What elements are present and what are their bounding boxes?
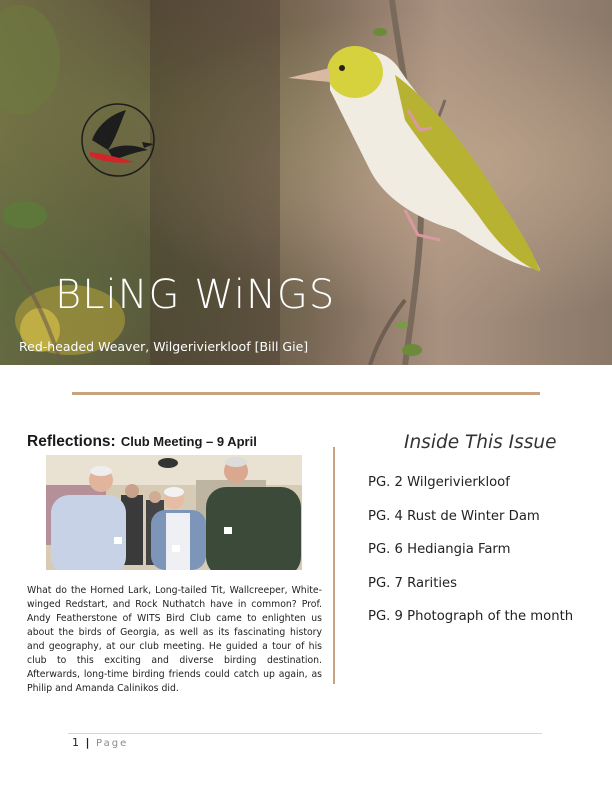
toc-page: PG. 9 [368,609,403,624]
column-divider [333,447,335,684]
section-divider [72,392,540,395]
table-of-contents [368,474,608,642]
toc-item[interactable] [368,541,608,575]
article-heading [27,431,257,451]
toc-label: Rarities [407,575,458,591]
toc-page: PG. 4 [368,508,403,524]
toc-item[interactable] [368,508,608,542]
toc-item[interactable] [368,575,608,609]
footer-divider [68,733,542,734]
page-footer [72,736,128,749]
article-body: What do the Horned Lark, Long-tailed Tit, Wallcreeper, White-winged Redstart, and Rock Nuthatch have in common? Prof. Andy Featherstone of WITS Bird Club came to enlighten us about the birds of Georgia, as well as its fascinating history and geography, at our club meeting. He guided a tour of his club to this exciting and diverse birding destination. Afterwards, long-time birding friends could catch up again, as Philip and Amanda Calinikos did. [27,585,322,694]
toc-page: PG. 2 [368,475,403,490]
birdlife-logo [78,100,158,188]
toc-page: PG. 6 [368,542,403,557]
toc-page: PG. 7 [368,575,403,591]
toc-label: Hediangia Farm [407,542,511,557]
article-heading-main: Reflections: [27,433,116,450]
footer-separator: | [85,736,90,749]
toc-item[interactable] [368,474,608,508]
toc-label: Photograph of the month [407,609,574,624]
article-heading-sub: Club Meeting – 9 April [120,434,257,449]
page-label: Page [96,738,129,749]
inside-this-issue-title: Inside This Issue [404,432,557,453]
photo-caption: Red-headed Weaver, Wilgerivierkloof [Bill Gie] [19,339,309,354]
toc-item[interactable] [368,608,608,642]
newsletter-title: BLiNG WiNGS [55,272,336,318]
toc-label: Rust de Winter Dam [407,508,540,524]
toc-label: Wilgerivierkloof [407,475,510,490]
page-number: 1 [72,736,79,749]
club-meeting-photo [46,455,302,570]
cover-photo [0,0,612,365]
